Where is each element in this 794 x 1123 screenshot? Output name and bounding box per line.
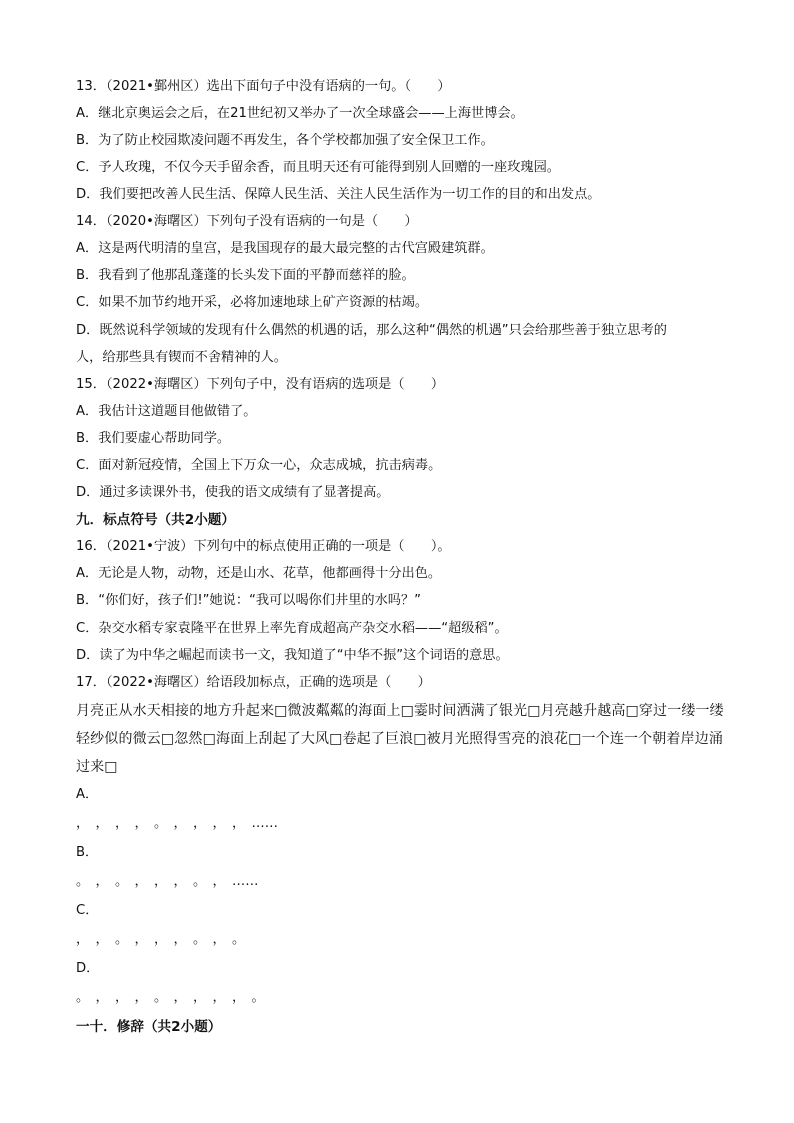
question-16-stem: 16．（2021•宁波）下列句中的标点使用正确的一项是（ ）。 bbox=[76, 539, 451, 554]
punctuation-mark: ， bbox=[193, 990, 207, 1005]
question-13-option-b: B．为了防止校园欺凌问题不再发生，各个学校都加强了安全保卫工作。 bbox=[76, 133, 494, 148]
question-14-stem: 14．（2020•海曙区）下列句子没有语病的一句是（ ） bbox=[76, 214, 418, 229]
question-16-option-d: D．读了为中华之崛起而读书一文，我知道了“中华不振”这个词语的意思。 bbox=[76, 648, 509, 663]
punctuation-mark: ， bbox=[134, 932, 148, 947]
punctuation-mark: ， bbox=[95, 874, 109, 889]
punctuation-mark: ， bbox=[95, 816, 109, 831]
question-17-choice-c-label: C． bbox=[76, 903, 99, 918]
question-13-option-a: A．继北京奥运会之后，在21世纪初又举办了一次全球盛会——上海世博会。 bbox=[76, 106, 524, 121]
question-17-choice-d-marks bbox=[76, 989, 271, 1007]
question-15-option-a: A．我估计这道题目他做错了。 bbox=[76, 404, 257, 419]
punctuation-mark: ， bbox=[134, 990, 148, 1005]
question-16-option-c: C．杂交水稻专家袁隆平在世界上率先育成超高产杂交水稻——“超级稻”。 bbox=[76, 621, 508, 636]
punctuation-mark: 。 bbox=[251, 990, 265, 1005]
punctuation-mark: ， bbox=[154, 874, 168, 889]
question-14-option-c: C．如果不加节约地开采，必将加速地球上矿产资源的枯竭。 bbox=[76, 295, 429, 310]
punctuation-mark: ， bbox=[95, 932, 109, 947]
question-17-passage-line-3: 过来□ bbox=[76, 759, 118, 775]
question-13-option-d: D．我们要把改善人民生活、保障人民生活、关注人民生活作为一切工作的目的和出发点。 bbox=[76, 187, 601, 202]
question-16-option-b: B．“你们好，孩子们!”她说：“我可以喝你们井里的水吗？” bbox=[76, 593, 421, 608]
question-17-choice-d-label: D． bbox=[76, 961, 100, 976]
question-15-option-b: B．我们要虚心帮助同学。 bbox=[76, 431, 231, 446]
punctuation-mark: ， bbox=[193, 816, 207, 831]
question-17-passage-line-2: 轻纱似的微云□忽然□海面上刮起了大风□卷起了巨浪□被月光照得雪亮的浪花□一个连一个朝着岸边涌 bbox=[76, 731, 724, 747]
punctuation-mark: 。 bbox=[154, 816, 168, 831]
punctuation-mark: ， bbox=[173, 932, 187, 947]
question-17-passage-line-1: 月亮正从水天相接的地方升起来□微波粼粼的海面上□霎时间洒满了银光□月亮越升越高□穿过一缕一缕 bbox=[76, 703, 724, 719]
question-13-stem: 13．（2021•鄞州区）选出下面句子中没有语病的一句。（ ） bbox=[76, 79, 451, 94]
punctuation-mark: 。 bbox=[193, 932, 207, 947]
punctuation-mark: ， bbox=[115, 990, 129, 1005]
punctuation-mark: ， bbox=[154, 932, 168, 947]
punctuation-mark: ， bbox=[173, 874, 187, 889]
punctuation-mark: 。 bbox=[115, 932, 129, 947]
punctuation-mark: ， bbox=[212, 874, 226, 889]
question-14-option-a: A．这是两代明清的皇宫，是我国现存的最大最完整的古代宫殿建筑群。 bbox=[76, 241, 494, 256]
question-17-choice-b-marks bbox=[76, 873, 258, 891]
question-17-stem: 17．（2022•海曙区）给语段加标点，正确的选项是（ ） bbox=[76, 675, 431, 690]
section-heading-rhetoric: 一十．修辞（共2小题） bbox=[76, 1019, 222, 1035]
punctuation-ellipsis: …… bbox=[251, 816, 278, 831]
punctuation-mark: ， bbox=[212, 816, 226, 831]
punctuation-mark: ， bbox=[76, 816, 90, 831]
question-15-option-c: C．面对新冠疫情，全国上下万众一心，众志成城，抗击病毒。 bbox=[76, 458, 442, 473]
question-15-option-d: D．通过多读课外书，使我的语文成绩有了显著提高。 bbox=[76, 485, 390, 500]
question-14-option-b: B．我看到了他那乱蓬蓬的长头发下面的平静而慈祥的脸。 bbox=[76, 268, 415, 283]
punctuation-mark: ， bbox=[115, 816, 129, 831]
question-14-option-d-cont: 人，给那些具有锲而不舍精神的人。 bbox=[76, 350, 287, 365]
question-17-choice-c-marks bbox=[76, 931, 252, 949]
punctuation-mark: ， bbox=[173, 816, 187, 831]
punctuation-mark: 。 bbox=[154, 990, 168, 1005]
punctuation-mark: ， bbox=[173, 990, 187, 1005]
punctuation-mark: ， bbox=[134, 816, 148, 831]
section-heading-punctuation: 九．标点符号（共2小题） bbox=[76, 512, 235, 528]
question-15-stem: 15．（2022•海曙区）下列句子中，没有语病的选项是（ ） bbox=[76, 377, 445, 392]
punctuation-mark: ， bbox=[76, 932, 90, 947]
punctuation-mark: ， bbox=[212, 932, 226, 947]
punctuation-mark: 。 bbox=[232, 932, 246, 947]
punctuation-mark: ， bbox=[232, 990, 246, 1005]
punctuation-mark: 。 bbox=[76, 990, 90, 1005]
punctuation-ellipsis: …… bbox=[232, 874, 259, 889]
punctuation-mark: 。 bbox=[115, 874, 129, 889]
punctuation-mark: ， bbox=[95, 990, 109, 1005]
question-16-option-a: A．无论是人物，动物，还是山水、花草，他都画得十分出色。 bbox=[76, 566, 442, 581]
question-17-choice-a-marks bbox=[76, 815, 278, 833]
punctuation-mark: 。 bbox=[193, 874, 207, 889]
punctuation-mark: ， bbox=[232, 816, 246, 831]
question-14-option-d: D．既然说科学领域的发现有什么偶然的机遇的话，那么这种“偶然的机遇”只会给那些善于独立思考的 bbox=[76, 323, 667, 338]
punctuation-mark: ， bbox=[134, 874, 148, 889]
question-13-option-c: C．予人玫瑰，不仅今天手留余香，而且明天还有可能得到别人回赠的一座玫瑰园。 bbox=[76, 160, 560, 175]
punctuation-mark: ， bbox=[212, 990, 226, 1005]
question-17-choice-a-label: A． bbox=[76, 787, 99, 802]
punctuation-mark: 。 bbox=[76, 874, 90, 889]
question-17-choice-b-label: B． bbox=[76, 845, 99, 860]
